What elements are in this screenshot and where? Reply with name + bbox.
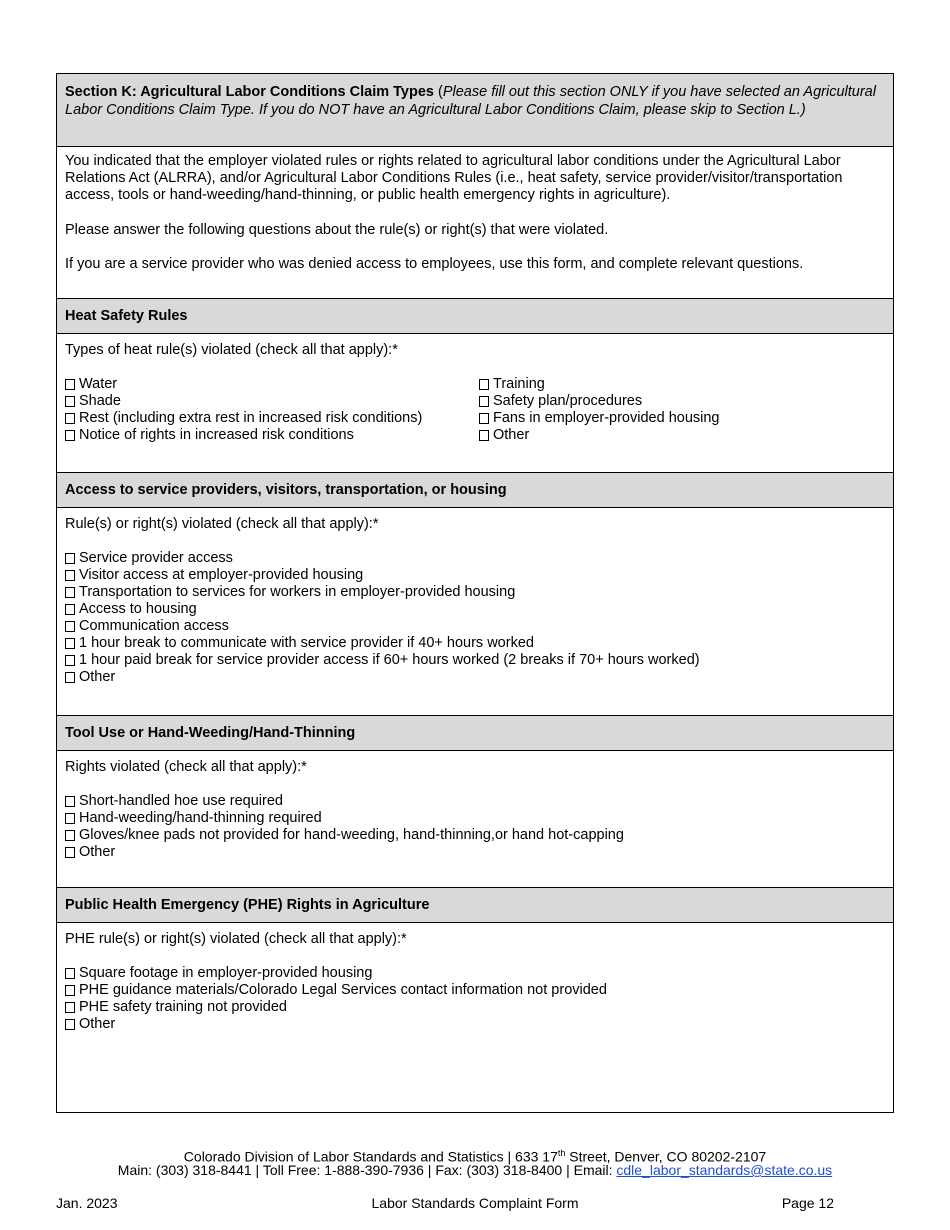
checkbox-item[interactable] <box>65 427 422 444</box>
phe-prompt: PHE rule(s) or right(s) violated (check all that apply):* <box>65 931 407 947</box>
checkbox[interactable] <box>65 796 75 807</box>
section-k-header <box>57 74 893 147</box>
checkbox[interactable] <box>65 985 75 996</box>
checkbox-label: Hand-weeding/hand-thinning required <box>79 810 322 826</box>
checkbox[interactable] <box>479 396 489 407</box>
checkbox-label: Water <box>79 376 118 392</box>
form-date: Jan. 2023 <box>56 1195 118 1211</box>
access-prompt: Rule(s) or right(s) violated (check all that apply):* <box>65 516 379 532</box>
checkbox-item[interactable] <box>65 550 700 567</box>
footer-contact <box>0 1162 950 1179</box>
checkbox[interactable] <box>65 1019 75 1030</box>
checkbox[interactable] <box>65 847 75 858</box>
intro-panel <box>57 147 893 299</box>
checkbox-item[interactable] <box>479 410 720 427</box>
checkbox-item[interactable] <box>479 427 720 444</box>
checkbox[interactable] <box>65 830 75 841</box>
checkbox-label: Access to housing <box>79 601 197 617</box>
checkbox-item[interactable] <box>65 999 607 1016</box>
section-k-instructions: Please fill out this section ONLY if you have selected an Agricultural Labor Conditions Claim Type. If you do NOT have an Agricultural Labor Conditions Claim, please skip to Section L.) <box>65 84 876 118</box>
footer-contact-text: Main: (303) 318-8441 | Toll Free: 1-888-390-7936 | Fax: (303) 318-8400 | Email: <box>117 1162 617 1178</box>
checkbox-item[interactable] <box>65 618 700 635</box>
section-k-paren: ( <box>433 84 443 100</box>
phe-list <box>65 965 607 1033</box>
checkbox-item[interactable] <box>65 376 422 393</box>
checkbox-label: Other <box>79 1016 116 1032</box>
section-k-title <box>65 83 883 119</box>
agricultural-claim-form <box>56 73 894 1113</box>
page-number: Page 12 <box>781 1195 834 1211</box>
checkbox-label: Other <box>79 844 116 860</box>
checkbox-item[interactable] <box>65 567 700 584</box>
heat-safety-title: Heat Safety Rules <box>65 308 188 324</box>
checkbox[interactable] <box>65 813 75 824</box>
checkbox[interactable] <box>65 396 75 407</box>
checkbox[interactable] <box>65 379 75 390</box>
checkbox-item[interactable] <box>65 982 607 999</box>
checkbox-label: Short-handled hoe use required <box>79 793 283 809</box>
access-panel <box>57 508 893 716</box>
intro-paragraph-1: You indicated that the employer violated rules or rights related to agricultural labor conditions under the Agricultural Labor Relations Act (ALRRA), and/or Agricultural Labor Conditions Rules (i.e., heat safety, service provider/visitor/transportation access, tools or hand-weeding/hand-thinning, or public health emergency rights in agriculture). <box>65 153 843 203</box>
checkbox-label: Communication access <box>79 618 229 634</box>
checkbox-label: Rest (including extra rest in increased risk conditions) <box>79 410 423 426</box>
checkbox-item[interactable] <box>65 652 700 669</box>
checkbox[interactable] <box>479 413 489 424</box>
checkbox[interactable] <box>65 413 75 424</box>
footer-address-b: Street, Denver, CO 80202-2107 <box>565 1148 767 1165</box>
checkbox-item[interactable] <box>65 669 700 686</box>
tool-title: Tool Use or Hand-Weeding/Hand-Thinning <box>65 725 356 741</box>
checkbox-item[interactable] <box>479 393 720 410</box>
email-link[interactable]: cdle_labor_standards@state.co.us <box>616 1162 833 1178</box>
heat-right-list <box>479 376 720 444</box>
access-title: Access to service providers, visitors, transportation, or housing <box>65 482 507 498</box>
intro-paragraph-2: Please answer the following questions about the rule(s) or right(s) that were violated. <box>65 222 609 238</box>
checkbox-label: Transportation to services for workers in employer-provided housing <box>79 584 516 600</box>
checkbox-label: Training <box>493 376 545 392</box>
checkbox[interactable] <box>65 430 75 441</box>
access-header <box>57 473 893 508</box>
heat-safety-header <box>57 299 893 334</box>
checkbox[interactable] <box>65 570 75 581</box>
section-k-title-bold: Section K: Agricultural Labor Conditions Claim Types <box>65 84 434 100</box>
phe-header <box>57 888 893 923</box>
checkbox-label: Visitor access at employer-provided housing <box>79 567 364 583</box>
checkbox[interactable] <box>65 621 75 632</box>
checkbox-label: Other <box>493 427 530 443</box>
checkbox[interactable] <box>65 672 75 683</box>
checkbox[interactable] <box>65 968 75 979</box>
checkbox[interactable] <box>65 604 75 615</box>
checkbox-label: 1 hour break to communicate with service provider if 40+ hours worked <box>79 635 534 651</box>
checkbox-label: 1 hour paid break for service provider access if 60+ hours worked (2 breaks if 70+ hours worked) <box>79 652 700 668</box>
checkbox[interactable] <box>65 1002 75 1013</box>
checkbox-label: Shade <box>79 393 121 409</box>
checkbox-label: Other <box>79 669 116 685</box>
heat-left-list <box>65 376 422 444</box>
checkbox-item[interactable] <box>65 635 700 652</box>
checkbox-label: PHE safety training not provided <box>79 999 287 1015</box>
checkbox-item[interactable] <box>65 827 624 844</box>
checkbox-label: Fans in employer-provided housing <box>493 410 720 426</box>
footer-address-a: Colorado Division of Labor Standards and Statistics | 633 17 <box>183 1148 558 1165</box>
checkbox-label: Gloves/knee pads not provided for hand-weeding, hand-thinning,or hand hot-capping <box>79 827 624 843</box>
checkbox[interactable] <box>479 379 489 390</box>
checkbox-label: PHE guidance materials/Colorado Legal Services contact information not provided <box>79 982 607 998</box>
checkbox-item[interactable] <box>65 844 624 861</box>
checkbox-item[interactable] <box>65 965 607 982</box>
form-name: Labor Standards Complaint Form <box>371 1195 579 1211</box>
heat-prompt: Types of heat rule(s) violated (check all that apply):* <box>65 342 398 358</box>
checkbox[interactable] <box>65 655 75 666</box>
tool-header <box>57 716 893 751</box>
checkbox-item[interactable] <box>65 1016 607 1033</box>
access-list <box>65 550 700 686</box>
phe-title: Public Health Emergency (PHE) Rights in Agriculture <box>65 897 430 913</box>
heat-safety-panel <box>57 334 893 473</box>
checkbox[interactable] <box>65 638 75 649</box>
checkbox-label: Square footage in employer-provided housing <box>79 965 373 981</box>
tool-list <box>65 793 624 861</box>
checkbox[interactable] <box>65 553 75 564</box>
phe-panel <box>57 923 893 1111</box>
checkbox-item[interactable] <box>65 793 624 810</box>
tool-prompt: Rights violated (check all that apply):* <box>65 759 307 775</box>
footer-address-sup: th <box>557 1148 566 1158</box>
intro-paragraph-3: If you are a service provider who was denied access to employees, use this form, and complete relevant questions. <box>65 256 804 272</box>
checkbox-label: Safety plan/procedures <box>493 393 643 409</box>
tool-panel <box>57 751 893 888</box>
checkbox-label: Notice of rights in increased risk conditions <box>79 427 354 443</box>
checkbox[interactable] <box>479 430 489 441</box>
checkbox-label: Service provider access <box>79 550 233 566</box>
checkbox-item[interactable] <box>65 601 700 618</box>
checkbox[interactable] <box>65 587 75 598</box>
checkbox-item[interactable] <box>479 376 720 393</box>
checkbox-item[interactable] <box>65 393 422 410</box>
checkbox-item[interactable] <box>65 584 700 601</box>
checkbox-item[interactable] <box>65 810 624 827</box>
checkbox-item[interactable] <box>65 410 422 427</box>
